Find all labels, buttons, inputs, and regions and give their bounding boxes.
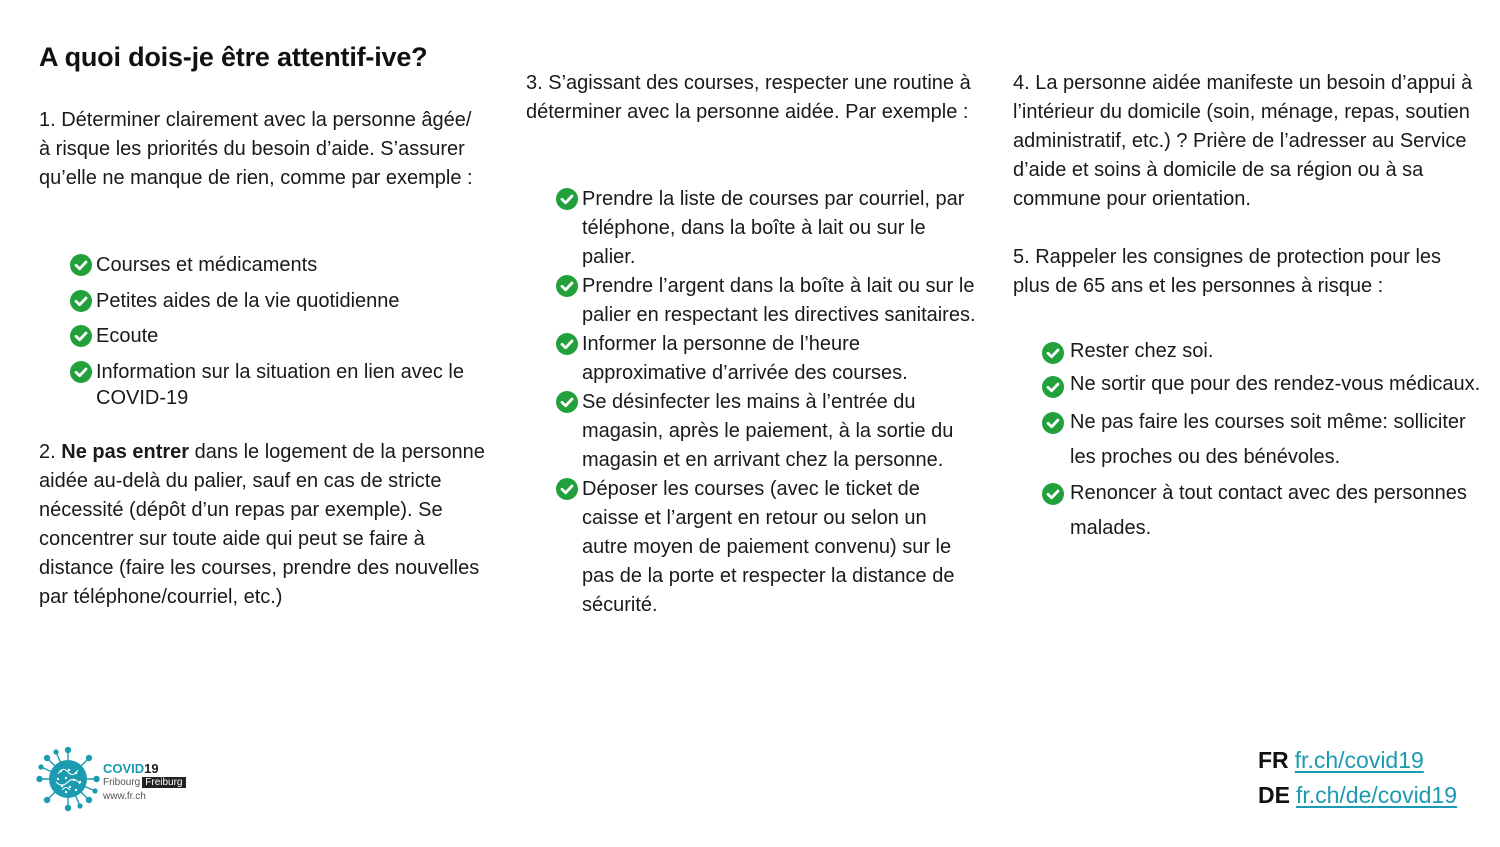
list-item-text: Informer la personne de l’heure approximative d’arrivée des courses. xyxy=(582,333,908,384)
list-item-text: Renoncer à tout contact avec des personnes malades. xyxy=(1070,482,1467,539)
page-title: A quoi dois-je être attentif-ive? xyxy=(39,42,428,72)
section-1-text: 1. Déterminer clairement avec la personne âgée/à risque les priorités du besoin d’aide. S’assurer qu’elle ne manque de rien, comme par exemple : xyxy=(39,109,473,189)
logo-text xyxy=(103,762,186,804)
logo-brand-main: COVID xyxy=(103,761,145,776)
lang-label-fr: FR xyxy=(1258,747,1289,773)
section-1-list xyxy=(70,252,480,420)
logo-url: www.fr.ch xyxy=(103,791,146,802)
list-item-text: Petites aides de la vie quotidienne xyxy=(96,289,400,312)
list-item xyxy=(556,330,976,388)
section-2-emphasis: Ne pas entrer xyxy=(61,441,190,463)
section-5-text: 5. Rappeler les consignes de protection pour les plus de 65 ans et les personnes à risque : xyxy=(1013,246,1442,297)
check-circle-icon xyxy=(1042,342,1064,364)
list-item-text: Rester chez soi. xyxy=(1070,340,1214,362)
list-item xyxy=(1042,405,1482,475)
section-2-number: 2. xyxy=(39,441,62,463)
list-item-text: Ecoute xyxy=(96,325,159,347)
check-circle-icon xyxy=(556,275,578,297)
list-item xyxy=(556,185,976,272)
footer-links xyxy=(1258,743,1457,813)
list-item-text: Se désinfecter les mains à l’entrée du magasin, après le paiement, à la sortie du magasin et en arrivant chez la personne. xyxy=(582,391,954,471)
list-item-text: Ne pas faire les courses soit même: solliciter les proches ou des bénévoles. xyxy=(1070,411,1466,468)
check-circle-icon xyxy=(1042,412,1064,434)
list-item xyxy=(70,288,480,314)
list-item xyxy=(556,388,976,475)
list-item xyxy=(1042,337,1482,366)
section-5-list xyxy=(1042,337,1482,547)
logo-brand xyxy=(103,762,186,776)
check-circle-icon xyxy=(556,478,578,500)
check-circle-icon xyxy=(1042,376,1064,398)
section-4-text: 4. La personne aidée manifeste un besoin d’appui à l’intérieur du domicile (soin, ménage, repas, soutien administratif, etc.) ? Prière de l’adresser au Service d’aide et soins à domicile de sa région ou à sa commune pour orientation. xyxy=(1013,72,1473,210)
list-item xyxy=(556,272,976,330)
check-circle-icon xyxy=(556,333,578,355)
list-item-text: Prendre la liste de courses par courriel, par téléphone, dans la boîte à lait ou sur le palier. xyxy=(582,188,965,268)
logo-region xyxy=(103,776,186,790)
section-3-text: 3. S’agissant des courses, respecter une routine à déterminer avec la personne aidée. Par exemple : xyxy=(526,72,971,123)
list-item xyxy=(70,252,480,278)
section-3-list xyxy=(556,185,976,620)
check-circle-icon xyxy=(70,254,92,276)
list-item-text: Information sur la situation en lien avec le COVID-19 xyxy=(96,360,464,409)
logo-region-de: Freiburg xyxy=(142,777,185,788)
link-fr-covid19[interactable]: fr.ch/covid19 xyxy=(1294,747,1424,773)
list-item-text: Ne sortir que pour des rendez-vous médicaux. xyxy=(1070,373,1481,395)
check-circle-icon xyxy=(556,391,578,413)
logo-brand-number: 19 xyxy=(144,761,159,776)
list-item xyxy=(1042,372,1482,396)
check-circle-icon xyxy=(1042,483,1064,505)
check-circle-icon xyxy=(70,361,92,383)
link-row-de xyxy=(1258,778,1457,813)
list-item xyxy=(70,323,480,349)
section-2-body: dans le logement de la personne aidée au-delà du palier, sauf en cas de stricte nécessité (dépôt d’un repas par exemple). Se concentrer sur toute aide qui peut se faire à distance (faire les courses, prendre des nouvelles par téléphone/courriel, etc.) xyxy=(39,441,485,608)
list-item-text: Prendre l’argent dans la boîte à lait ou sur le palier en respectant les directives sanitaires. xyxy=(582,275,976,326)
link-row-fr xyxy=(1258,743,1457,778)
check-circle-icon xyxy=(70,325,92,347)
list-item xyxy=(556,475,976,620)
list-item xyxy=(1042,476,1482,546)
lang-label-de: DE xyxy=(1258,782,1290,808)
check-circle-icon xyxy=(556,188,578,210)
list-item-text: Déposer les courses (avec le ticket de caisse et l’argent en retour ou selon un autre moyen de paiement convenu) sur le pas de la porte et respecter la distance de sécurité. xyxy=(582,478,955,616)
link-de-covid19[interactable]: fr.ch/de/covid19 xyxy=(1295,782,1458,808)
list-item-text: Courses et médicaments xyxy=(96,254,318,276)
virus-icon xyxy=(36,746,100,812)
check-circle-icon xyxy=(70,290,92,312)
section-2-text xyxy=(39,438,499,612)
list-item xyxy=(70,359,480,411)
logo-region-fr: Fribourg xyxy=(103,777,141,788)
